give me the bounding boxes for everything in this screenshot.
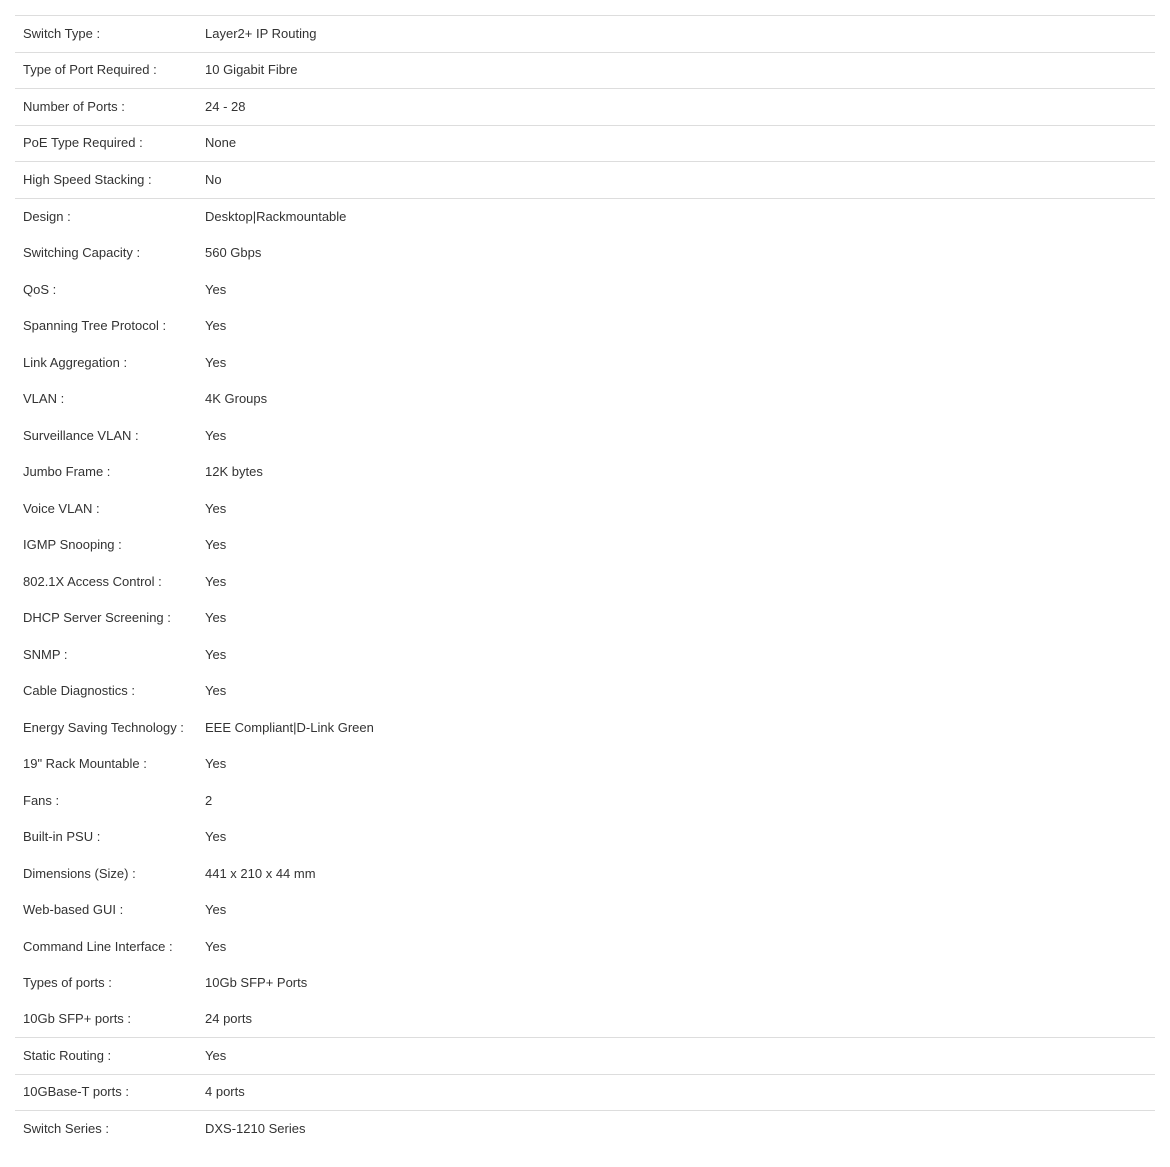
spec-value: 10Gb SFP+ Ports (205, 975, 308, 991)
spec-label: SNMP : (23, 646, 68, 662)
spec-value: No (205, 171, 222, 187)
spec-value: None (205, 135, 237, 151)
spec-label: Types of ports : (23, 975, 112, 991)
spec-label: 19" Rack Mountable : (23, 756, 147, 772)
spec-value: 441 x 210 x 44 mm (205, 865, 316, 881)
spec-row (15, 235, 1155, 272)
spec-value: DXS-1210 Series (205, 1121, 306, 1137)
spec-row (15, 89, 1155, 126)
spec-value: Yes (205, 318, 227, 334)
spec-row (15, 1038, 1155, 1075)
spec-value: Yes (205, 829, 227, 845)
spec-label: Link Aggregation : (23, 354, 128, 370)
spec-label: High Speed Stacking : (23, 171, 152, 187)
spec-label: Switching Capacity : (23, 245, 141, 261)
spec-row (15, 345, 1155, 382)
spec-row (15, 199, 1155, 236)
spec-row (15, 272, 1155, 309)
spec-value: Desktop|Rackmountable (205, 208, 347, 224)
spec-label: Type of Port Required : (23, 62, 157, 78)
spec-row (15, 381, 1155, 418)
spec-row (15, 673, 1155, 710)
spec-row (15, 1002, 1155, 1039)
spec-value: 4 ports (205, 1084, 245, 1100)
spec-value: 560 Gbps (205, 245, 262, 261)
spec-row (15, 637, 1155, 674)
specifications-table (15, 15, 1155, 1148)
spec-label: Design : (23, 208, 71, 224)
spec-label: QoS : (23, 281, 57, 297)
spec-value: Yes (205, 938, 227, 954)
spec-label: Switch Series : (23, 1121, 109, 1137)
spec-value: Yes (205, 610, 227, 626)
spec-row (15, 418, 1155, 455)
spec-row (15, 1075, 1155, 1112)
spec-label: Cable Diagnostics : (23, 683, 135, 699)
spec-label: Static Routing : (23, 1047, 112, 1063)
spec-label: 802.1X Access Control : (23, 573, 162, 589)
spec-label: IGMP Snooping : (23, 537, 122, 553)
spec-value: Yes (205, 573, 227, 589)
spec-value: Yes (205, 281, 227, 297)
spec-label: DHCP Server Screening : (23, 610, 171, 626)
spec-row (15, 783, 1155, 820)
spec-row (15, 527, 1155, 564)
spec-row (15, 564, 1155, 601)
spec-row (15, 1111, 1155, 1148)
spec-row (15, 819, 1155, 856)
spec-value: Yes (205, 756, 227, 772)
spec-value: Yes (205, 1047, 227, 1063)
spec-row (15, 53, 1155, 90)
spec-row (15, 965, 1155, 1002)
spec-value: 10 Gigabit Fibre (205, 62, 298, 78)
spec-value: Yes (205, 902, 227, 918)
spec-row (15, 710, 1155, 747)
spec-value: 24 ports (205, 1011, 252, 1027)
spec-row (15, 16, 1155, 53)
spec-label: Number of Ports : (23, 98, 125, 114)
spec-label: Built-in PSU : (23, 829, 101, 845)
spec-label: Jumbo Frame : (23, 464, 111, 480)
spec-label: PoE Type Required : (23, 135, 143, 151)
spec-row (15, 856, 1155, 893)
spec-value: Yes (205, 427, 227, 443)
spec-row (15, 308, 1155, 345)
spec-value: EEE Compliant|D-Link Green (205, 719, 374, 735)
spec-label: VLAN : (23, 391, 65, 407)
spec-label: Energy Saving Technology : (23, 719, 184, 735)
spec-value: 4K Groups (205, 391, 268, 407)
spec-value: Yes (205, 500, 227, 516)
spec-row (15, 892, 1155, 929)
spec-row (15, 929, 1155, 966)
spec-value: Yes (205, 354, 227, 370)
spec-label: Surveillance VLAN : (23, 427, 139, 443)
spec-label: 10Gb SFP+ ports : (23, 1011, 132, 1027)
spec-label: 10GBase-T ports : (23, 1084, 129, 1100)
spec-label: Web-based GUI : (23, 902, 124, 918)
spec-label: Command Line Interface : (23, 938, 173, 954)
spec-value: Yes (205, 537, 227, 553)
spec-label: Fans : (23, 792, 60, 808)
spec-value: Layer2+ IP Routing (205, 25, 317, 41)
spec-row (15, 162, 1155, 199)
spec-row (15, 126, 1155, 163)
spec-label: Voice VLAN : (23, 500, 100, 516)
spec-row (15, 600, 1155, 637)
spec-row (15, 746, 1155, 783)
spec-row (15, 454, 1155, 491)
spec-value: 12K bytes (205, 464, 263, 480)
spec-value: Yes (205, 683, 227, 699)
spec-label: Dimensions (Size) : (23, 865, 136, 881)
spec-row (15, 491, 1155, 528)
spec-value: Yes (205, 646, 227, 662)
spec-label: Spanning Tree Protocol : (23, 318, 167, 334)
spec-label: Switch Type : (23, 25, 101, 41)
spec-value: 2 (205, 792, 213, 808)
spec-value: 24 - 28 (205, 98, 246, 114)
